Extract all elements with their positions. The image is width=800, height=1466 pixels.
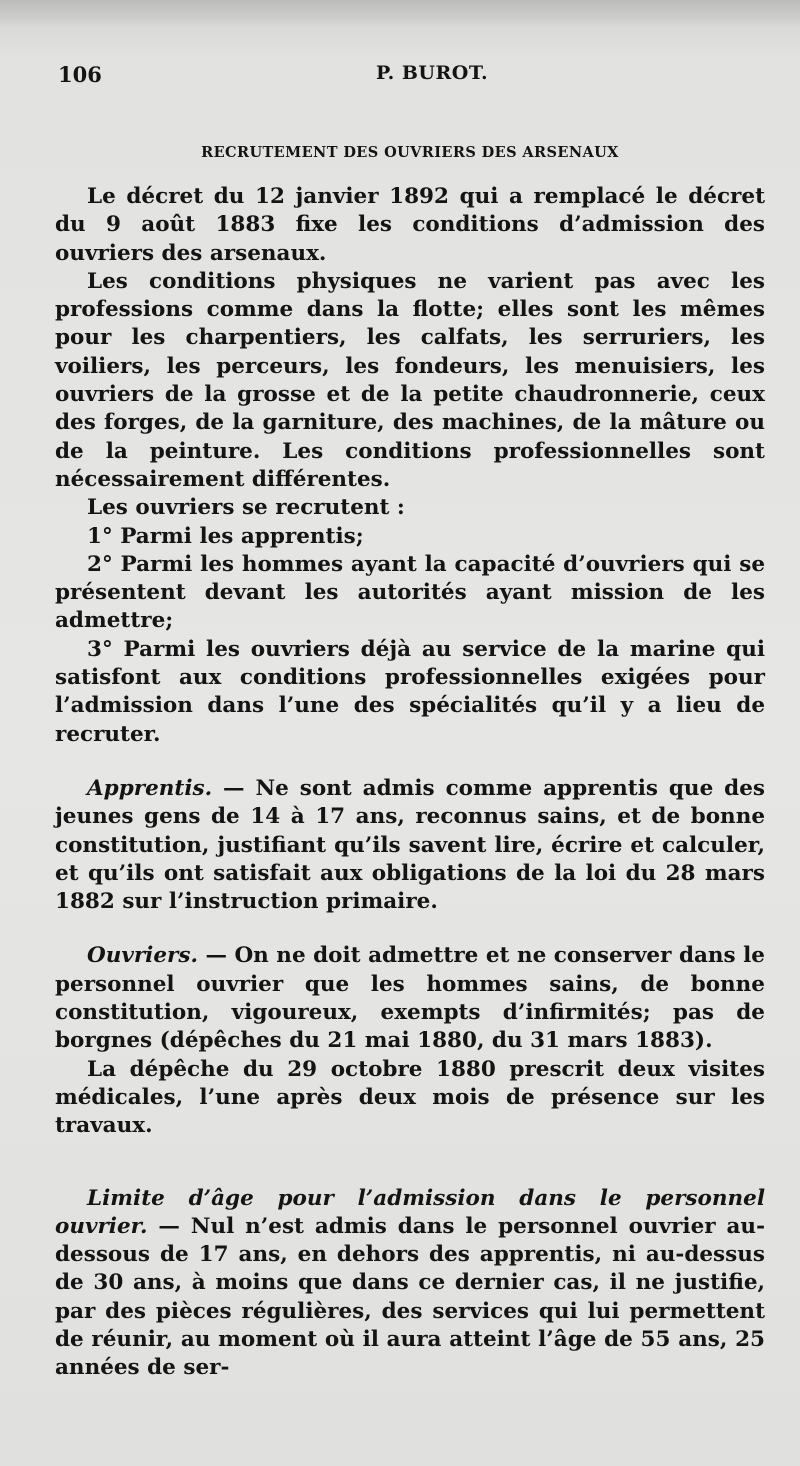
- paragraph-depeche: La dépêche du 29 octobre 1880 prescrit deux visites médicales, l’une après deux mois de présence sur les travaux.: [55, 1056, 765, 1139]
- paragraph-ouvriers-text: — On ne doit admettre et ne conserver dans le personnel ouvrier que les hommes sains, de bonne constitution, vigoureux, exempts d’infirmités; pas de borgnes (dépêches du 21 mai 1880, du 31 mars 1883).: [55, 943, 765, 1054]
- paragraph-apprentis: [55, 775, 765, 916]
- running-head-author: P. BUROT.: [376, 62, 489, 84]
- paragraph-limite-age: [55, 1185, 765, 1383]
- paragraph-apprentis-text: — Ne sont admis comme apprentis que des jeunes gens de 14 à 17 ans, reconnus sains, et de bonne constitution, justifiant qu’ils savent lire, écrire et calculer, et qu’ils ont satisfait aux obligations de la loi du 28 mars 1882 sur l’instruction primaire.: [55, 775, 765, 915]
- run-in-heading-limite-age: Limite d’âge pour l’admission dans le personnel ouvrier.: [55, 1185, 765, 1239]
- run-in-heading-apprentis: Apprentis.: [87, 775, 213, 801]
- list-item-apprentices: 1° Parmi les apprentis;: [87, 523, 364, 549]
- list-item-capable-men: 2° Parmi les hommes ayant la capacité d’ouvriers qui se présentent devant les autorités ayant mission de les admettre;: [55, 551, 765, 634]
- paragraph-limite-age-text: — Nul n’est admis dans le personnel ouvrier au-dessous de 17 ans, en dehors des apprentis, ni au-dessus de 30 ans, à moins que dans ce dernier cas, il ne justifie, par des pièces régulières, des services qui lui permettent de réunir, au moment où il aura atteint l’âge de 55 ans, 25 années de ser-: [55, 1213, 765, 1381]
- list-item-existing-workers: 3° Parmi les ouvriers déjà au service de la marine qui satisfont aux conditions professionnelles exigées pour l’admission dans l’une des spécialités qu’il y a lieu de recruter.: [55, 636, 765, 747]
- paragraph-decree: Le décret du 12 janvier 1892 qui a remplacé le décret du 9 août 1883 fixe les conditions d’admission des ouvriers des arsenaux.: [55, 184, 765, 266]
- scan-edge-shadow: [0, 0, 800, 28]
- section-heading: RECRUTEMENT DES OUVRIERS DES ARSENAUX: [201, 144, 619, 161]
- body-text: [55, 143, 765, 1383]
- paragraph-physical-conditions: Les conditions physiques ne varient pas avec les professions comme dans la flotte; elles sont les mêmes pour les charpentiers, les calfats, les serruriers, les voiliers, les perceurs, les fondeurs, les menuisiers, les ouvriers de la grosse et de la petite chaudronnerie, ceux des forges, de la garniture, des machines, de la mâture ou de la peinture. Les conditions professionnelles sont nécessairement différentes.: [55, 268, 765, 492]
- paragraph-ouvriers: [55, 942, 765, 1055]
- page-number: 106: [58, 62, 102, 87]
- run-in-heading-ouvriers: Ouvriers.: [87, 943, 198, 969]
- paragraph-recruitment-intro: Les ouvriers se recrutent :: [87, 495, 405, 521]
- running-head: [58, 62, 758, 92]
